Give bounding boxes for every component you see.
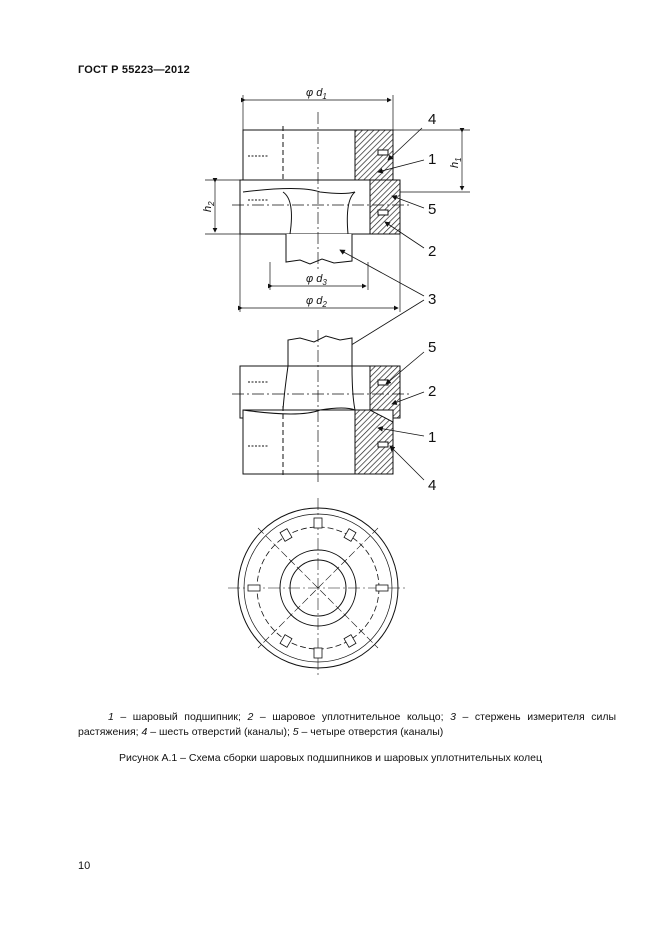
legend-text-1: – шаровый подшипник;: [113, 711, 248, 723]
legend-text-5: – четыре отверстия (каналы): [298, 726, 444, 738]
figure-legend: [78, 710, 616, 740]
dim-d2-label: φ $d_2$: [306, 295, 327, 309]
legend-num-5: 5: [292, 726, 299, 738]
callouts-bottom: [428, 339, 436, 494]
legend-num-4: 4: [141, 726, 148, 738]
callouts-top: [428, 111, 436, 308]
legend-num-3: 3: [450, 711, 456, 723]
top-section-view: [205, 95, 470, 352]
legend-num-2: 2: [247, 711, 254, 723]
dim-d1-label: φ $d_1$: [306, 87, 327, 101]
callout-top-1: 1: [428, 151, 437, 168]
document-header: ГОСТ Р 55223—2012: [78, 64, 190, 76]
callout-top-4: 4: [428, 111, 437, 128]
page-number: 10: [78, 860, 91, 872]
callout-top-5: 5: [428, 201, 437, 218]
legend-text-4: – шесть отверстий (каналы);: [147, 726, 293, 738]
middle-section-view: [232, 330, 424, 484]
legend-num-1: 1: [108, 711, 114, 723]
dim-d3-label: φ $d_3$: [306, 273, 327, 287]
figure-caption: Рисунок А.1 – Схема сборки шаровых подшипников и шаровых уплотнительных колец: [118, 752, 542, 764]
callout-mid-5: 5: [428, 339, 437, 356]
callout-top-3: 3: [428, 291, 437, 308]
callout-mid-4: 4: [428, 477, 437, 494]
dim-h2-label: $h_2$: [202, 201, 216, 212]
callout-mid-1: 1: [428, 429, 437, 446]
legend-text-2: – шаровое уплотнительное кольцо;: [253, 711, 451, 723]
plan-view: [228, 498, 408, 678]
callout-top-2: 2: [428, 243, 437, 260]
legend-text-3: – стержень измерителя силы растяжения;: [78, 711, 616, 738]
dim-h1-label: $h_1$: [449, 157, 463, 168]
callout-mid-2: 2: [428, 383, 437, 400]
